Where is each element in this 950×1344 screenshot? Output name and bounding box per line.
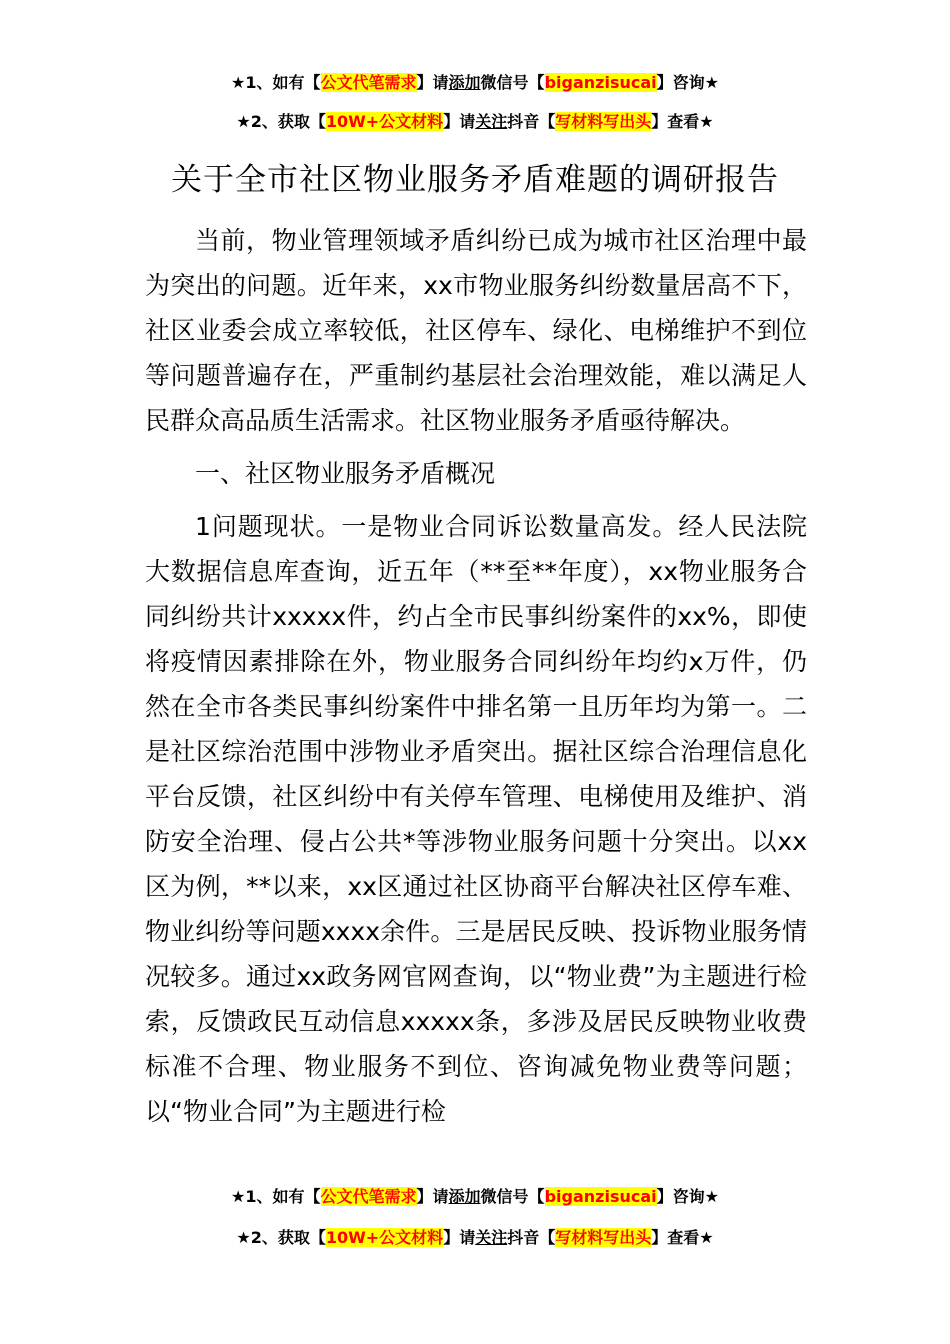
header-banner-line-2 xyxy=(0,111,950,133)
banner-text: 】咨询★ xyxy=(656,1187,719,1206)
banner-text: 】咨询★ xyxy=(656,73,719,92)
document-title: 关于全市社区物业服务矛盾难题的调研报告 xyxy=(171,162,779,198)
banner-text: ★2、获取【 xyxy=(236,1228,326,1247)
banner-highlight: biganzisucai xyxy=(544,73,657,92)
banner-highlight: 写材料写出头 xyxy=(555,1228,652,1247)
banner-text: 】查看★ xyxy=(651,112,714,131)
footer-banner-line-1 xyxy=(0,1186,950,1208)
banner-highlight: 写材料写出头 xyxy=(555,112,652,131)
banner-highlight: 10W+公文材料 xyxy=(325,1228,444,1247)
document-body xyxy=(145,218,807,1134)
banner-text: 】请 xyxy=(416,73,449,92)
banner-underline-text: 关注 xyxy=(475,112,508,131)
footer-banner-line-2 xyxy=(0,1227,950,1249)
paragraph-status: 1问题现状。一是物业合同诉讼数量高发。经人民法院大数据信息库查询，近五年（**至**年度），xx物业服务合同纠纷共计xxxxx件，约占全市民事纠纷案件的xx%，即使将疫情因素排除在外，物业服务合同纠纷年均约x万件，仍然在全市各类民事纠纷案件中排名第一且历年均为第一。二是社区综治范围中涉物业矛盾突出。据社区综合治理信息化平台反馈，社区纠纷中有关停车管理、电梯使用及维护、消防安全治理、侵占公共*等涉物业服务问题十分突出。以xx区为例，**以来，xx区通过社区协商平台解决社区停车难、物业纠纷等问题xxxx余件。三是居民反映、投诉物业服务情况较多。通过xx政务网官网查询，以“物业费”为主题进行检索，反馈政民互动信息xxxxx条，多涉及居民反映物业收费标准不合理、物业服务不到位、咨询减免物业费等问题；以“物业合同”为主题进行检 xyxy=(145,512,807,1126)
banner-text: 微信号【 xyxy=(480,1187,545,1206)
paragraph-intro: 当前，物业管理领域矛盾纠纷已成为城市社区治理中最为突出的问题。近年来，xx市物业服务纠纷数量居高不下，社区业委会成立率较低，社区停车、绿化、电梯维护不到位等问题普遍存在，严重制约基层社会治理效能，难以满足人民群众高品质生活需求。社区物业服务矛盾亟待解决。 xyxy=(145,226,807,435)
banner-highlight: biganzisucai xyxy=(544,1187,657,1206)
banner-highlight: 公文代笔需求 xyxy=(320,1187,417,1206)
banner-text: 微信号【 xyxy=(480,73,545,92)
banner-highlight: 10W+公文材料 xyxy=(325,112,444,131)
header-banner-line-1 xyxy=(0,72,950,94)
banner-text: 抖音【 xyxy=(507,1228,556,1247)
banner-text: ★2、获取【 xyxy=(236,112,326,131)
banner-underline-text: 添加 xyxy=(448,73,481,92)
banner-text: ★1、如有【 xyxy=(231,73,321,92)
banner-highlight: 公文代笔需求 xyxy=(320,73,417,92)
section-heading: 一、社区物业服务矛盾概况 xyxy=(195,459,496,488)
banner-text: 抖音【 xyxy=(507,112,556,131)
banner-underline-text: 关注 xyxy=(475,1228,508,1247)
banner-text: 】请 xyxy=(443,112,476,131)
banner-text: 】请 xyxy=(416,1187,449,1206)
banner-text: 】请 xyxy=(443,1228,476,1247)
banner-text: 】查看★ xyxy=(651,1228,714,1247)
banner-underline-text: 添加 xyxy=(448,1187,481,1206)
banner-text: ★1、如有【 xyxy=(231,1187,321,1206)
